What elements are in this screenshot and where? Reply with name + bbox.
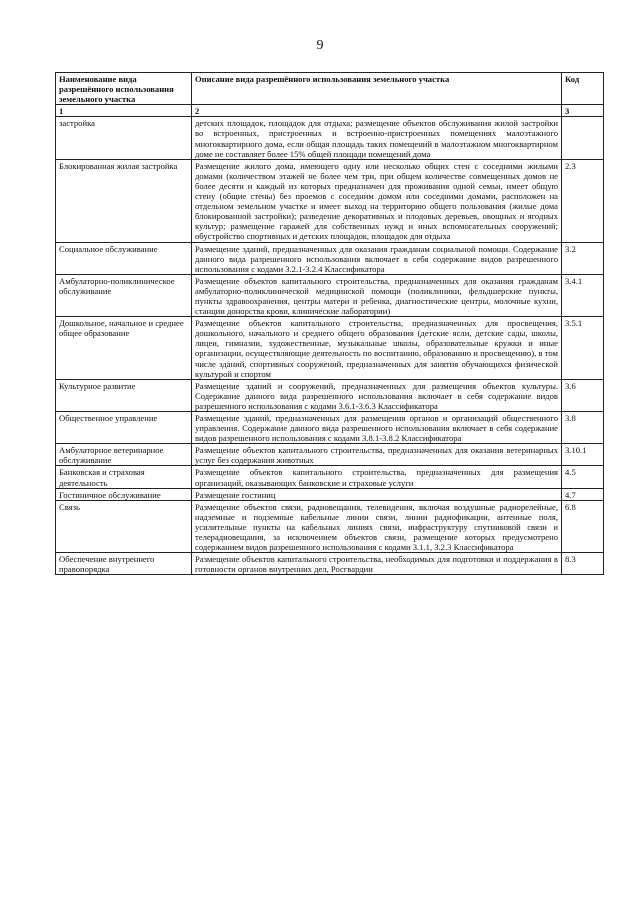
table-body — [56, 117, 604, 575]
land-use-table — [55, 72, 604, 575]
table-row — [56, 242, 604, 274]
row-code: 4.5 — [562, 466, 604, 488]
row-description: Размещение объектов капитального строительства, предназначенных для оказания гражданам амбулаторно-поликлинической медицинской помощи (поликлиники, фельдшерские пункты, пункты здравоохранения, центры матери и ребенка, диагностические центры, молочные кухни, станции донорства крови, клинические лаборатории) — [192, 274, 562, 316]
row-name: Связь — [56, 500, 192, 552]
row-description: Размещение зданий и сооружений, предназначенных для размещения объектов культуры. Содержание данного вида разрешенного использования включает в себя содержание видов разрешенного использования с кодами 3.6.1-3.6.3 Классификатора — [192, 379, 562, 411]
row-code: 3.6 — [562, 379, 604, 411]
header-code: Код — [562, 73, 604, 105]
row-description: Размещение объектов капитального строительства, предназначенных для размещения организаций, оказывающих банковские и страховые услуги — [192, 466, 562, 488]
row-name: Дошкольное, начальное и среднее общее образование — [56, 317, 192, 380]
row-name: Амбулаторное ветеринарное обслуживание — [56, 444, 192, 466]
row-name: Общественное управление — [56, 412, 192, 444]
header-description: Описание вида разрешённого использования земельного участка — [192, 73, 562, 105]
row-description: Размещение зданий, предназначенных для размещения органов и организаций общественного управления. Содержание данного вида разрешенного использования включает в себя содержание видов разрешенного использования с кодами 3.8.1-3.8.2 Классификатора — [192, 412, 562, 444]
row-description: Размещение объектов капитального строительства, необходимых для подготовки и поддержания в готовности органов внутренних дел, Росгвардии — [192, 553, 562, 575]
row-name: Банковская и страховая деятельность — [56, 466, 192, 488]
row-description: Размещение гостиниц — [192, 488, 562, 500]
row-code: 2.3 — [562, 159, 604, 242]
row-description: детских площадок, площадок для отдыха; размещение объектов обслуживания жилой застройки во встроенных, пристроенных и встроенно-пристроенных помещениях малоэтажного многоквартирного дома, если общая площадь таких помещений в малоэтажном многоквартирном доме не составляет более 15% общей площади помещений дома — [192, 117, 562, 159]
row-code: 3.4.1 — [562, 274, 604, 316]
row-code: 3.5.1 — [562, 317, 604, 380]
row-name: Социальное обслуживание — [56, 242, 192, 274]
row-code — [562, 117, 604, 159]
row-name: Обеспечение внутреннего правопорядка — [56, 553, 192, 575]
row-code: 6.8 — [562, 500, 604, 552]
table-row — [56, 412, 604, 444]
row-name: Амбулаторно-поликлиническое обслуживание — [56, 274, 192, 316]
row-code: 3.8 — [562, 412, 604, 444]
table-row — [56, 274, 604, 316]
table-row — [56, 444, 604, 466]
row-description: Размещение объектов капитального строительства, предназначенных для оказания ветеринарных услуг без содержания животных — [192, 444, 562, 466]
table-row — [56, 500, 604, 552]
table-row — [56, 488, 604, 500]
table-row — [56, 117, 604, 159]
row-description: Размещение зданий, предназначенных для оказания гражданам социальной помощи. Содержание данного вида разрешенного использования включает в себя содержание видов разрешенного использования с кодами 3.2.1-3.2.4 Классификатора — [192, 242, 562, 274]
column-number: 2 — [192, 105, 562, 117]
row-code: 3.10.1 — [562, 444, 604, 466]
row-code: 3.2 — [562, 242, 604, 274]
table-header-row — [56, 73, 604, 105]
row-name: застройка — [56, 117, 192, 159]
row-name: Блокированная жилая застройка — [56, 159, 192, 242]
row-description: Размещение объектов связи, радиовещания, телевидения, включая воздушные радиорелейные, надземные и подземные кабельные линии связи, линии радиофикации, антенные поля, усилительные пункты на кабельных линиях связи, инфраструктуру спутниковой связи и телерадиовещания, за исключением объектов связи, размещение которых предусмотрено содержанием видов разрешенного использования с кодами 3.1.1, 3.2.3 Классификатора — [192, 500, 562, 552]
table-row — [56, 159, 604, 242]
row-name: Гостиничное обслуживание — [56, 488, 192, 500]
row-code: 8.3 — [562, 553, 604, 575]
row-name: Культурное развитие — [56, 379, 192, 411]
table-row — [56, 466, 604, 488]
table-row — [56, 317, 604, 380]
row-code: 4.7 — [562, 488, 604, 500]
table-row — [56, 553, 604, 575]
table-row — [56, 379, 604, 411]
row-description: Размещение объектов капитального строительства, предназначенных для просвещения, дошкольного, начального и среднего общего образования (детские ясли, детские сады, школы, лицеи, гимназии, художественные, музыкальные школы, образовательные кружки и иные организации, осуществляющие деятельность по воспитанию, образованию и просвещению), в том числе зданий, спортивных сооружений, предназначенных для занятия обучающихся физической культурой и спортом — [192, 317, 562, 380]
column-number: 3 — [562, 105, 604, 117]
page-number: 9 — [316, 38, 324, 53]
column-number: 1 — [56, 105, 192, 117]
column-number-row — [56, 105, 604, 117]
row-description: Размещение жилого дома, имеющего одну или несколько общих стен с соседними жилыми домами (количеством этажей не более чем три, при общем количестве совмещенных домов не более десяти и каждый из которых предназначен для проживания одной семьи, имеет общую стену (общие стены) без проемов с соседним домом или соседними домами, расположен на отдельном земельном участке и имеет выход на территорию общего пользования (жилые дома блокированной застройки); разведение декоративных и плодовых деревьев, овощных и ягодных культур; размещение гаражей для собственных нужд и иных вспомогательных сооружений; обустройство спортивных и детских площадок, площадок для отдыха — [192, 159, 562, 242]
header-name: Наименование вида разрешённого использования земельного участка — [56, 73, 192, 105]
